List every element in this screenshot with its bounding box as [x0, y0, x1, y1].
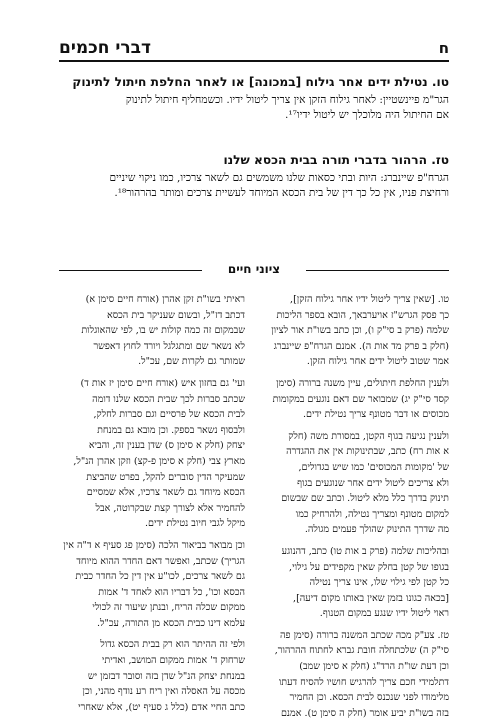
note-line: של 'מקומות המכוסים' כמו שיש בגדולים, [298, 461, 449, 473]
section-15-title: טו. נטילת ידים אחר גילוח [במכונה] או לאחר החלפת חיתול לתינוק [72, 75, 449, 89]
note-line: בגופו של קטן בחלק שאין מקפידים על גילוי, [289, 561, 449, 573]
page-number: ח [438, 39, 449, 57]
note-line: שלמה (פרק ב סי"ק ו), וכן כתב בשו"ת אור לציון [271, 325, 449, 337]
note-line: בזה בשו"ת יביע אומר (חלק ה סימן ט). אמנם [280, 707, 449, 719]
note-line: ולא צריכים ליטול ידים אחר שנוגעים בגוף [297, 477, 449, 489]
note-line: טז. צע"ק מכה שכתב המשנה ברורה (סימן פה [280, 629, 449, 641]
note-line: שרחוק ד' אמות ממקום המושב, ואדיתי [101, 655, 245, 667]
note-line: מכסה על האסלה ואין ריח רע נודף מהני, וכן [82, 686, 245, 698]
note-paragraph [263, 544, 449, 622]
note-line: גם לשאר צרכים, לכו"ע אין דין כל החדר כבית [75, 571, 245, 583]
note-line: מכוסים או דבר מטונף צריך נטילת ידים. [303, 409, 449, 421]
note-line: ועי' גם בחזון איש (אורח חיים סימן יז אות ד) [80, 377, 245, 389]
note-line: שמעיקר הדין סוברים להקל, בפרט שהביצת [86, 471, 245, 483]
note-line: תינוק בדרך כלל מלא ליטול. וכתב שם שבשום [281, 493, 449, 505]
note-line: מיקל לגבי חיוב נטילת ידים. [144, 518, 245, 530]
note-line: הכסא וכו', כל דבריו הוא לאחד ד' אמות [98, 586, 245, 598]
note-line: (חלק ב פרק מד אות ה). אמנם הגרח"פ שיינברג [273, 340, 449, 352]
notes-banner-title: ציוני חיים [227, 262, 281, 276]
note-line: מלימודו לפני שנכנס לבית הכסא. וכן החמיר [289, 692, 449, 704]
note-line: ראיתי בשו"ת זקן אהרן (אורח חיים סימן א) [85, 294, 245, 305]
note-line: כל קטן לפי גילוי שלו, אינו צריך נטילה [309, 577, 449, 589]
note-paragraph [263, 376, 449, 423]
note-line: ממקום שכלה הריח, ובנתן שיעור זה לכולי [92, 602, 245, 614]
note-paragraph [263, 292, 449, 370]
note-line: דתלמידי חכם צריך להרגיש חושיו להסיח דעתו [278, 676, 449, 688]
running-title: דברי חכמים [59, 38, 151, 58]
note-paragraph [59, 538, 245, 632]
note-line: וכן דעת שו"ת הרד"ג (חלק א סימן שמב) [299, 661, 449, 673]
note-paragraph [263, 628, 449, 722]
notes-column-right [263, 292, 449, 727]
note-line: שכתב סברות לכך שבית הכסא שלנו דומה [92, 393, 245, 405]
note-line: עלמא דינו כבית הכסא מן התורה, עכ"ל. [96, 617, 245, 629]
note-paragraph [59, 376, 245, 532]
section-15-line: אם החיתול היה מלוכלך יש ליטול ידיו¹⁷. [285, 109, 449, 121]
section-16 [59, 152, 449, 201]
section-15-line: הגר"מ פיינשטיין: לאחר גילוח הזקן אין צריך ליטול ידיו. וכשמחליף חיתול לתינוק [125, 94, 449, 106]
note-line: ולענין החלפת חיתולים, עיין משנה ברורה (סימן [276, 377, 449, 389]
note-line: הגריך) שכתב, ואפשר דאם החדר ההוא מיוחד [76, 555, 245, 567]
note-line: וכן מבואר בביאור הלכה (סימן פג סעיף א ד"ה אין [63, 539, 245, 551]
section-15-body [59, 93, 449, 123]
note-line: [בכאה כגונו בזמן שאין באותו מקום דיעה], [293, 592, 449, 604]
note-paragraph [263, 429, 449, 538]
note-line: דכתב דז"ל, ובשום שעניקר בית הכסא [106, 309, 245, 321]
note-line: כתב החיי אדם (כלל ג סעיף יט), אלא שאחרי [78, 701, 245, 713]
note-line: ולבסוף נשאר בספק. וכן מובא גם במנחת [97, 424, 245, 436]
note-line: למקום מטונף ומצריך נטילה, ולהרחיק כמו [295, 508, 449, 520]
note-line: מארץ צבי (חלק א סימן פ-קצ) וזקן אהרן הנ"ל, [73, 455, 245, 467]
note-line: אמר שטוב ליטול ידים אחר גילוח הזקן. [306, 356, 449, 368]
note-line: ולענין נגיעה בגוף הקטן, במסורת משה (חלק [288, 430, 449, 442]
note-paragraph [59, 292, 245, 370]
note-line: ובהליכות שלמה (פרק ב אות טו) כתב, דהנוגע [281, 545, 449, 557]
note-line: ראוי ליטול ידיו שנגע במקום הטנוף. [319, 608, 449, 620]
note-line: סי"ק ה) שלכתחלה חובת גברא לחתוח ההרהור, [274, 645, 449, 657]
notes-banner [59, 264, 449, 278]
note-line: ולפי זה ההיתר הוא רק בבית הכסא גדול [100, 639, 245, 651]
note-line: לבית הכסא של פרסיים וגם סברות לחלק, [93, 409, 245, 421]
note-line: טו. [שאין צריך ליטול ידיו אחר גילוח הזקן], [290, 294, 449, 305]
section-16-line: ורחיצת פניו, אין כל כך דין של בית הכסא המיוחד לעשיית צרכים ומותר בהרהור¹⁸. [114, 187, 449, 199]
section-16-title: טז. הרהור בדברי תורה בבית הכסא שלנו [223, 153, 449, 167]
note-line: הכסא מיוחד גם לשאר צרכיו, אלא שמסיים [86, 487, 245, 499]
note-line: א אות רח) כתב, שבתינוקות אין את ההגדרה [286, 446, 449, 458]
note-line: שמותר גם לקרות שם, עכ"ל. [138, 356, 245, 368]
note-line: מה שדרך התינוק שהולך פעמים מגולה. [304, 524, 449, 536]
note-line: שבמקום זה כמה קולות יש בו, לפי שהאוגלות [81, 325, 245, 337]
note-line: לא נשאר שם ומתגלגל ויורד לחוץ דאפשר [93, 340, 245, 352]
note-line: במנחת יצחק הנ"ל שדן בזה וסובר דבזמן יש [87, 670, 245, 682]
page-header [59, 38, 449, 62]
note-line: יצחק (חלק א סימן ס) שדן בענין זה, והביא [88, 440, 245, 452]
note-line: קסד סי"ק יג) שמבואר שם דאם נוגעים במקומות [272, 393, 449, 405]
note-line: להחמיר אלא לצורך קצת שבקרוטה, אבל [95, 502, 245, 514]
notes-column-left [59, 292, 245, 721]
section-15 [59, 74, 449, 123]
section-16-body [59, 171, 449, 201]
note-paragraph [59, 637, 245, 715]
note-line: כך פסק הגרש"ז אויערבאך, הובא בספר הליכות [276, 309, 449, 321]
section-16-line: הגרח"פ שיינברג: היות ובתי כסאות שלנו משמשים גם לשאר צרכיו, כמו ניקוי שיניים [109, 172, 449, 184]
